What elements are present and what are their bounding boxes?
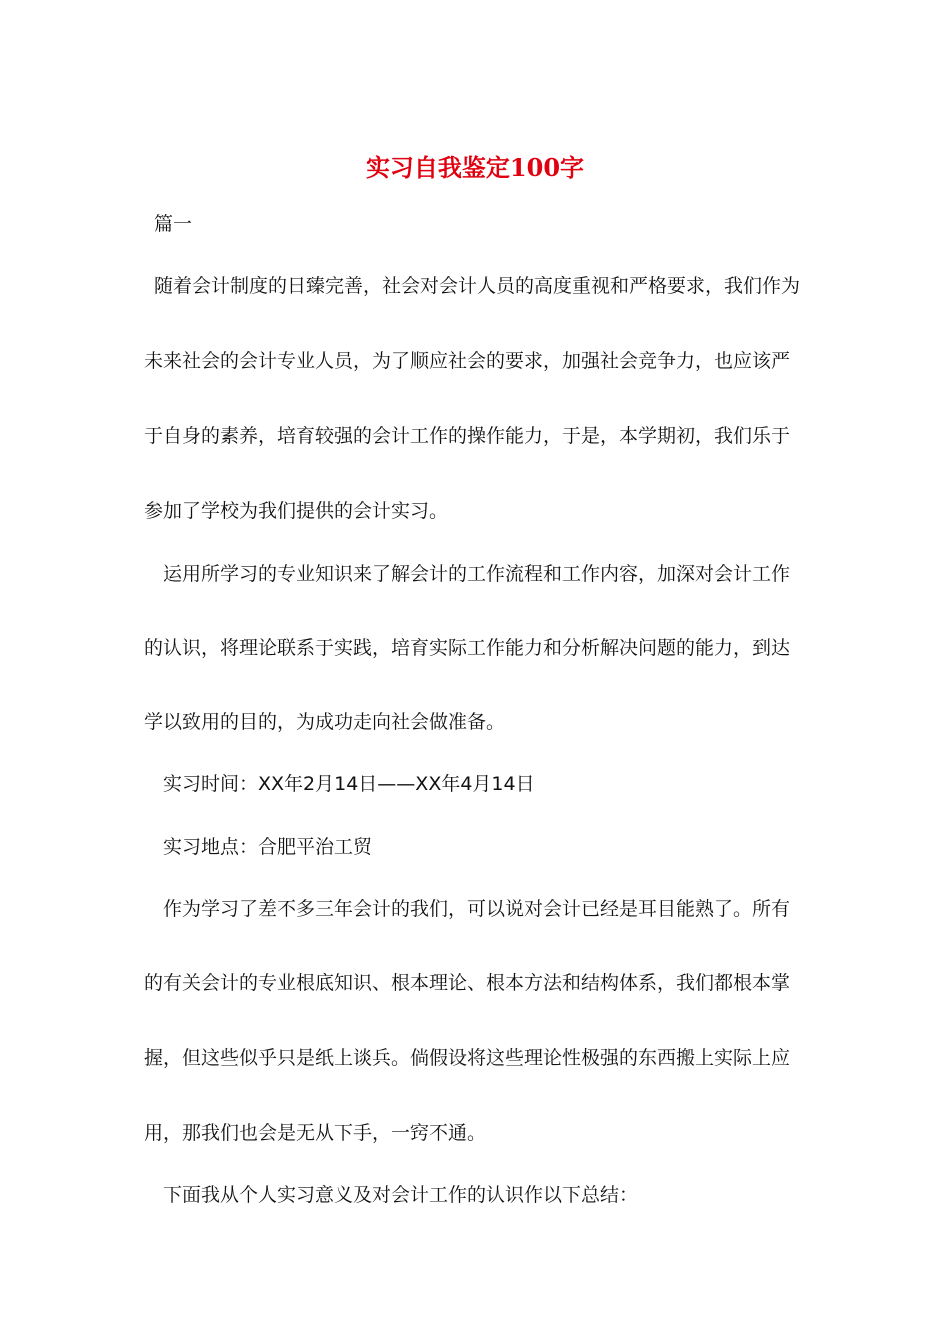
- paragraph-3-line-1: 作为学习了差不多三年会计的我们，可以说对会计已经是耳目能熟了。所有: [163, 898, 791, 920]
- paragraph-2-line-3: 学以致用的目的，为成功走向社会做准备。: [144, 711, 506, 733]
- paragraph-1-line-1: 随着会计制度的日臻完善，社会对会计人员的高度重视和严格要求，我们作为: [154, 275, 801, 297]
- paragraph-1-line-3: 于自身的素养，培育较强的会计工作的操作能力，于是，本学期初，我们乐于: [144, 425, 791, 447]
- section-label: 篇一: [154, 213, 193, 235]
- paragraph-1-line-2: 未来社会的会计专业人员，为了顺应社会的要求，加强社会竞争力，也应该严: [144, 350, 791, 372]
- paragraph-3-line-2: 的有关会计的专业根底知识、根本理论、根本方法和结构体系，我们都根本掌: [144, 972, 791, 994]
- internship-time: 实习时间：XX年2月14日——XX年4月14日: [163, 773, 535, 795]
- internship-place: 实习地点：合肥平治工贸: [163, 836, 373, 858]
- paragraph-3-line-4: 用，那我们也会是无从下手，一窍不通。: [144, 1122, 487, 1144]
- paragraph-3-line-3: 握，但这些似乎只是纸上谈兵。倘假设将这些理论性极强的东西搬上实际上应: [144, 1047, 791, 1069]
- paragraph-2-line-1: 运用所学习的专业知识来了解会计的工作流程和工作内容，加深对会计工作: [163, 563, 791, 585]
- paragraph-2-line-2: 的认识，将理论联系于实践，培育实际工作能力和分析解决问题的能力，到达: [144, 637, 791, 659]
- document-title: 实习自我鉴定100字: [365, 153, 585, 182]
- paragraph-1-line-4: 参加了学校为我们提供的会计实习。: [144, 500, 449, 522]
- summary-intro: 下面我从个人实习意义及对会计工作的认识作以下总结：: [163, 1184, 639, 1206]
